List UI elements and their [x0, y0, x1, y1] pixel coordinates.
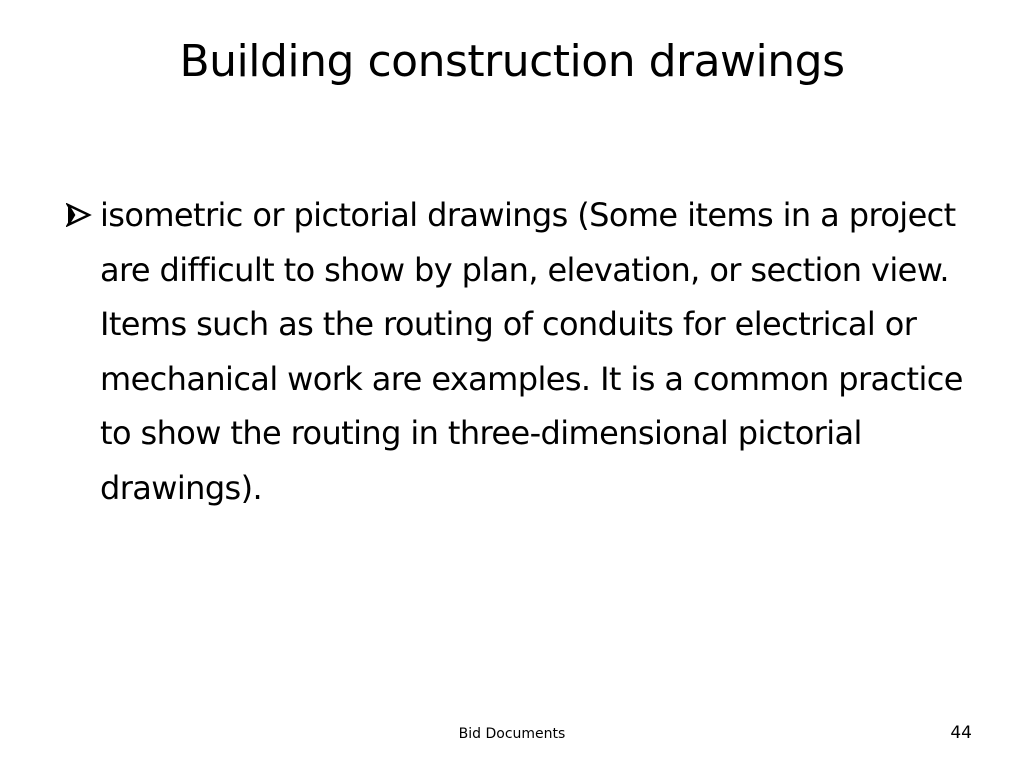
slide-body — [66, 188, 976, 515]
bullet-text: isometric or pictorial drawings (Some items in a project are difficult to show by plan, elevation, or section view. Items such as the routing of conduits for electrical or mechanical work are examples. It is a common practice to show the routing in three-dimensional pictorial drawings). — [100, 196, 963, 507]
footer-label: Bid Documents — [458, 726, 566, 742]
slide-number: 44 — [950, 723, 972, 743]
bullet-item — [66, 188, 976, 515]
slide-title: Building construction drawings — [179, 36, 845, 87]
arrowhead-bullet-icon — [66, 188, 100, 242]
